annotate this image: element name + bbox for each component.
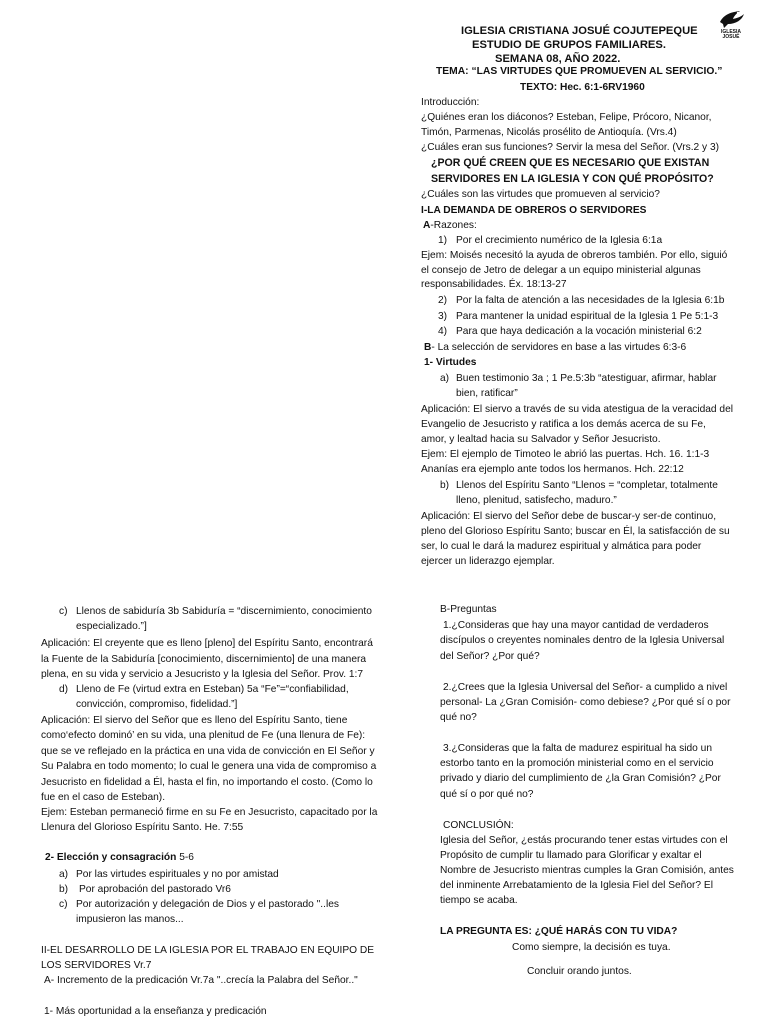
church-logo bbox=[714, 8, 748, 38]
election-c-line1: Por autorización y delegación de Dios y el pastorado "..les bbox=[76, 899, 339, 910]
virtue-a-line1: Buen testimonio 3a ; 1 Pe.5:3b “atestiguar, afirmar, hablar bbox=[456, 373, 717, 384]
logo-text: IGLESIA JOSUÉ bbox=[720, 29, 741, 40]
election-c-line2: impusieron las manos... bbox=[76, 914, 184, 925]
list-letter: d) bbox=[59, 684, 69, 695]
question-deacons: ¿Quiénes eran los diáconos? Esteban, Felipe, Prócoro, Nicanor, bbox=[421, 112, 712, 123]
virtue-c-line2: especializado.”] bbox=[76, 621, 147, 632]
church-name: IGLESIA CRISTIANA JOSUÉ COJUTEPEQUE bbox=[461, 25, 698, 37]
question-1-line2: discípulos o creyentes nominales dentro de la Iglesia Universal bbox=[440, 635, 725, 646]
virtue-b-line1: Llenos del Espíritu Santo “Llenos = “completar, totalmente bbox=[456, 480, 718, 491]
list-num: 3) bbox=[438, 311, 448, 322]
section-II-heading-2: LOS SERVIDORES Vr.7 bbox=[41, 960, 152, 971]
question-functions: ¿Cuáles eran sus funciones? Servir la mesa del Señor. (Vrs.2 y 3) bbox=[421, 142, 720, 153]
reason-1: Por el crecimiento numérico de la Iglesia 6:1a bbox=[456, 235, 663, 246]
list-letter: c) bbox=[59, 899, 68, 910]
application-a-2: Evangelio de Jesucristo y ratifica a los demás acerca de su Fe, bbox=[421, 419, 706, 430]
application-a-1: Aplicación: El siervo a través de su vida atestigua de la veracidad del bbox=[421, 404, 734, 415]
key-question-line2: SERVIDORES EN LA IGLESIA Y CON QUÉ PROPÓSITO? bbox=[431, 173, 714, 185]
example-esteban-2: Llenura del Glorioso Espíritu Santo. He. 7:55 bbox=[41, 822, 244, 833]
question-3-line2: estorbo tanto en la promoción ministerial como en el servicio bbox=[440, 758, 714, 769]
example-ananias: Ananías era ejemplo ante todos los hermanos. Hch. 22:12 bbox=[421, 464, 684, 475]
list-num: 2) bbox=[438, 295, 448, 306]
application-b-3: ser, lo cual le dará la madurez espiritual y almática para poder bbox=[421, 541, 702, 552]
reason-4: Para que haya dedicación a la vocación ministerial 6:2 bbox=[456, 326, 702, 337]
application-d-1: Aplicación: El siervo del Señor que es lleno del Espíritu Santo, tiene bbox=[41, 715, 348, 726]
question-2-line3: qué no? bbox=[440, 712, 477, 723]
application-d-6: fue en el caso de Esteban). bbox=[41, 792, 166, 803]
subsection-II-A: A- Incremento de la predicación Vr.7a "..crecía la Palabra del Señor.." bbox=[44, 975, 358, 986]
list-num: 1) bbox=[438, 235, 448, 246]
application-d-3: que se ve reflejado en la práctica en una vida de convicción en El Señor y bbox=[41, 746, 375, 757]
application-b-2: pleno del Glorioso Espíritu Santo; buscar en Él, la satisfacción de su bbox=[421, 526, 730, 537]
conclusion-heading: CONCLUSIÓN: bbox=[443, 820, 514, 831]
study-title: ESTUDIO DE GRUPOS FAMILIARES. bbox=[472, 39, 666, 51]
theme-title: TEMA: “LAS VIRTUDES QUE PROMUEVEN AL SERVICIO.” bbox=[436, 66, 723, 77]
application-d-2: como‘efecto dominó’ en su vida, una plenitud de Fe (una llenura de Fe): bbox=[41, 730, 366, 741]
application-d-5: Jesucristo en fidelidad a Él, hasta el fin, no importando el costo. (Como lo bbox=[41, 777, 373, 788]
subsection-B: B- La selección de servidores en base a las virtudes 6:3-6 bbox=[424, 342, 687, 353]
virtue-b-line2: lleno, plenitud, satisfecho, maduro.” bbox=[456, 495, 617, 506]
conclusion-line4: del inminente Arrebatamiento de la Iglesia Fiel del Señor? El bbox=[440, 880, 713, 891]
section-II-heading-1: II-EL DESARROLLO DE LA IGLESIA POR EL TRABAJO EN EQUIPO DE bbox=[41, 945, 375, 956]
list-letter: a) bbox=[59, 869, 69, 880]
example-timoteo: Ejem: El ejemplo de Timoteo le abrió las puertas. Hch. 16. 1:1-3 bbox=[421, 449, 710, 460]
closing-prayer: Concluir orando juntos. bbox=[527, 966, 632, 977]
list-letter: b) bbox=[440, 480, 450, 491]
example-esteban-1: Ejem: Esteban permaneció firme en su Fe en Jesucristo, capacitado por la bbox=[41, 807, 378, 818]
virtue-d-line1: Lleno de Fe (virtud extra en Esteban) 5a “Fe”=“confiabilidad, bbox=[76, 684, 349, 695]
point-II-1: 1- Más oportunidad a la enseñanza y predicación bbox=[44, 1006, 267, 1017]
conclusion-line2: Propósito de cumplir tu llamado para Glorificar y exaltar el bbox=[440, 850, 702, 861]
question-2-line2: personal- La ¿Gran Comisión- como debiese? ¿Por qué sí o por bbox=[440, 697, 731, 708]
conclusion-line3: Nombre de Jesucristo mientras cumples la Gran Comisión, antes bbox=[440, 865, 734, 876]
virtue-a-line2: bien, ratificar” bbox=[456, 388, 518, 399]
example-moses-2: el consejo de Jetro de delegar a un equipo ministerial algunas bbox=[421, 265, 701, 276]
bible-text: TEXTO: Hec. 6:1-6RV1960 bbox=[520, 82, 645, 93]
final-question: LA PREGUNTA ES: ¿QUÉ HARÁS CON TU VIDA? bbox=[440, 926, 678, 937]
application-b-4: ejercer un liderazgo ejemplar. bbox=[421, 556, 555, 567]
question-1-line3: del Señor? ¿Por qué? bbox=[440, 651, 540, 662]
question-3-line1: 3.¿Consideras que la falta de madurez espiritual ha sido un bbox=[443, 743, 712, 754]
deacons-names: Timón, Parmenas, Nicolás prosélito de Antioquía. (Vrs.4) bbox=[421, 127, 677, 138]
example-moses-1: Ejem: Moisés necesitó la ayuda de obreros también. Por ello, siguió bbox=[421, 250, 728, 261]
list-letter: b) bbox=[59, 884, 69, 895]
section-2-heading: 2- Elección y consagración 5-6 bbox=[45, 852, 194, 863]
application-b-1: Aplicación: El siervo del Señor debe de buscar-y ser-de continuo, bbox=[421, 511, 717, 522]
list-letter: a) bbox=[440, 373, 450, 384]
conclusion-line5: tiempo se acaba. bbox=[440, 895, 518, 906]
application-a-3: amor, y lealtad hacia su Salvador y Señor Jesucristo. bbox=[421, 434, 661, 445]
virtue-c-line1: Llenos de sabiduría 3b Sabiduría = “discernimiento, conocimiento bbox=[76, 606, 372, 617]
conclusion-line1: Iglesia del Señor, ¿estás procurando tener estas virtudes con el bbox=[440, 835, 728, 846]
application-c-2: la Fuente de la Sabiduría [conocimiento, discernimiento] de una manera bbox=[41, 654, 367, 665]
virtues-heading: 1- Virtudes bbox=[424, 357, 477, 368]
application-c-3: plena, en su vida y servicio a Jesucristo y la Iglesia del Señor. Prov. 1:7 bbox=[41, 669, 364, 680]
intro-label: Introducción: bbox=[421, 97, 480, 108]
application-c-1: Aplicación: El creyente que es lleno [pleno] del Espíritu Santo, encontrará bbox=[41, 638, 373, 649]
list-letter: c) bbox=[59, 606, 68, 617]
list-num: 4) bbox=[438, 326, 448, 337]
key-question-line1: ¿POR QUÉ CREEN QUE ES NECESARIO QUE EXISTAN bbox=[431, 157, 710, 169]
reason-3: Para mantener la unidad espiritual de la Iglesia 1 Pe 5:1-3 bbox=[456, 311, 719, 322]
question-3-line4: qué sí o por qué no? bbox=[440, 789, 534, 800]
questions-heading: B-Preguntas bbox=[440, 604, 497, 615]
election-b: Por aprobación del pastorado Vr6 bbox=[79, 884, 231, 895]
reason-2: Por la falta de atención a las necesidades de la Iglesia 6:1b bbox=[456, 295, 725, 306]
election-a: Por las virtudes espirituales y no por amistad bbox=[76, 869, 279, 880]
question-3-line3: privado y diario del cumplimiento de ¿la Gran Comisión? ¿Por bbox=[440, 773, 721, 784]
question-1-line1: 1.¿Consideras que hay una mayor cantidad de verdaderos bbox=[443, 620, 709, 631]
example-moses-3: responsabilidades. Éx. 18:13-27 bbox=[421, 279, 567, 290]
subsection-A: A-Razones: bbox=[423, 220, 477, 231]
decision-line: Como siempre, la decisión es tuya. bbox=[512, 942, 671, 953]
application-d-4: Su Palabra en todo momento; lo cual le genera una vida de compromiso a bbox=[41, 761, 377, 772]
week-label: SEMANA 08, AÑO 2022. bbox=[495, 53, 621, 65]
dove-icon bbox=[714, 8, 748, 30]
question-2-line1: 2.¿Crees que la Iglesia Universal del Señor- a cumplido a nivel bbox=[443, 682, 728, 693]
question-virtues: ¿Cuáles son las virtudes que promueven al servicio? bbox=[421, 189, 660, 200]
section-I-heading: I-LA DEMANDA DE OBREROS O SERVIDORES bbox=[421, 205, 647, 216]
virtue-d-line2: convicción, compromiso, fidelidad.”] bbox=[76, 699, 238, 710]
